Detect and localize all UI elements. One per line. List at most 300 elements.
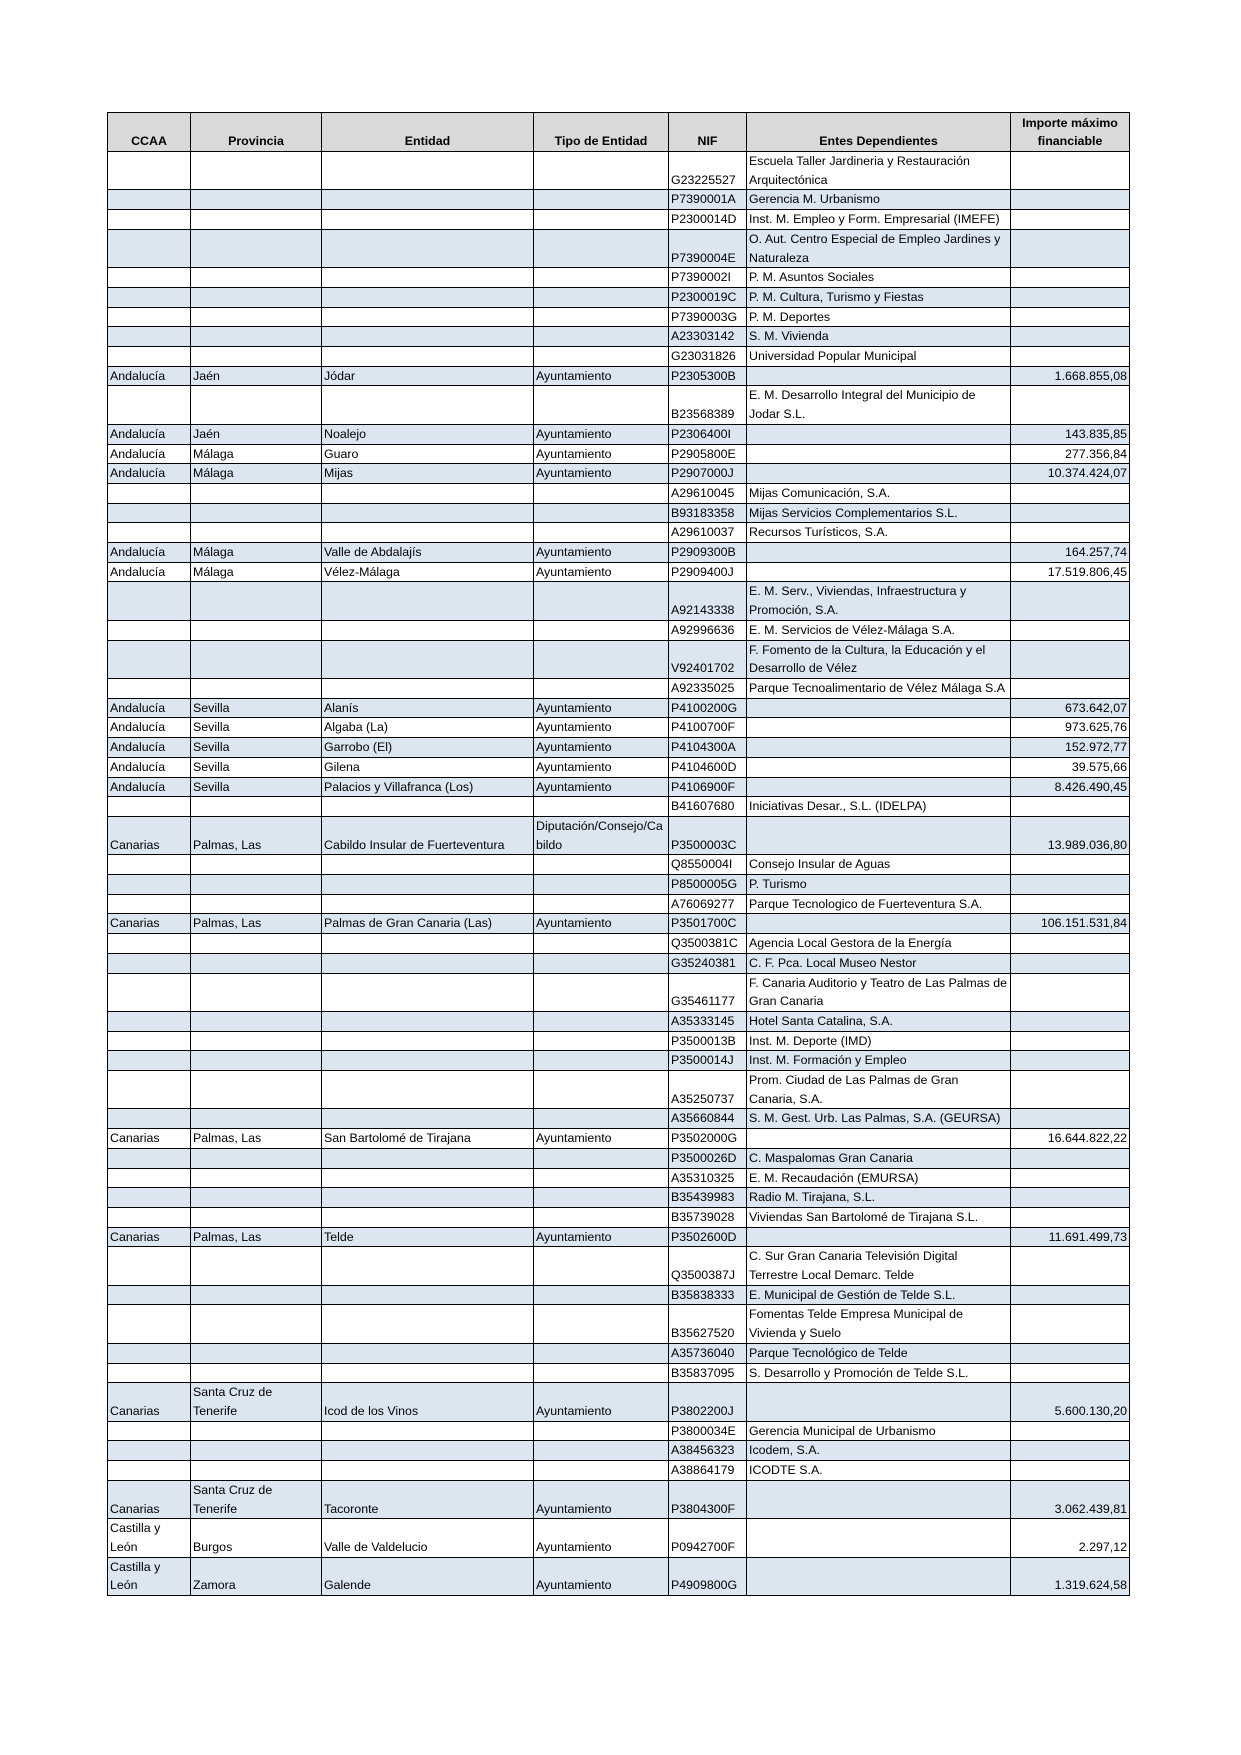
table-row <box>108 1247 1130 1285</box>
provincia-cell <box>191 1247 322 1285</box>
column-header-provincia: Provincia <box>191 113 322 152</box>
nif-cell: P2305300B <box>669 366 747 386</box>
table-row <box>108 229 1130 267</box>
entidad-cell: Vélez-Málaga <box>322 562 534 582</box>
tipo-cell <box>534 1031 669 1051</box>
entes-cell <box>747 816 1011 854</box>
entes-cell <box>747 698 1011 718</box>
ccaa-cell: Andalucía <box>108 424 191 444</box>
table-row <box>108 386 1130 424</box>
table-row <box>108 1227 1130 1247</box>
entes-cell: E. M. Servicios de Vélez-Málaga S.A. <box>747 620 1011 640</box>
header-row <box>108 113 1130 152</box>
table-row <box>108 1557 1130 1595</box>
provincia-cell: Palmas, Las <box>191 914 322 934</box>
provincia-cell <box>191 1285 322 1305</box>
importe-cell <box>1011 503 1130 523</box>
entidad-cell: Valle de Valdelucio <box>322 1519 534 1557</box>
ccaa-cell <box>108 483 191 503</box>
provincia-cell <box>191 1109 322 1129</box>
entes-cell: Hotel Santa Catalina, S.A. <box>747 1011 1011 1031</box>
provincia-cell <box>191 229 322 267</box>
ccaa-cell <box>108 152 191 190</box>
nif-cell: P2909400J <box>669 562 747 582</box>
provincia-cell <box>191 934 322 954</box>
importe-cell: 5.600.130,20 <box>1011 1383 1130 1421</box>
nif-cell: P3800034E <box>669 1421 747 1441</box>
tipo-cell <box>534 190 669 210</box>
ccaa-cell <box>108 327 191 347</box>
ccaa-cell <box>108 1305 191 1343</box>
entes-cell <box>747 1129 1011 1149</box>
ccaa-cell <box>108 1207 191 1227</box>
ccaa-cell: Andalucía <box>108 777 191 797</box>
table-row <box>108 543 1130 563</box>
entidad-cell: Noalejo <box>322 424 534 444</box>
tipo-cell: Ayuntamiento <box>534 1480 669 1518</box>
entes-cell: Icodem, S.A. <box>747 1441 1011 1461</box>
ccaa-cell: Andalucía <box>108 698 191 718</box>
tipo-cell <box>534 229 669 267</box>
entidad-cell <box>322 1188 534 1208</box>
tipo-cell <box>534 1168 669 1188</box>
table-row <box>108 640 1130 678</box>
importe-cell: 2.297,12 <box>1011 1519 1130 1557</box>
entidad-cell: Palmas de Gran Canaria (Las) <box>322 914 534 934</box>
nif-cell: A92335025 <box>669 678 747 698</box>
entes-cell: F. Fomento de la Cultura, la Educación y el Desarrollo de Vélez <box>747 640 1011 678</box>
tipo-cell <box>534 1461 669 1481</box>
table-row <box>108 1285 1130 1305</box>
provincia-cell <box>191 287 322 307</box>
table-row <box>108 973 1130 1011</box>
provincia-cell: Málaga <box>191 464 322 484</box>
provincia-cell <box>191 210 322 230</box>
entidad-cell <box>322 1109 534 1129</box>
nif-cell: P4104300A <box>669 738 747 758</box>
importe-cell: 152.972,77 <box>1011 738 1130 758</box>
entes-cell <box>747 777 1011 797</box>
ccaa-cell <box>108 953 191 973</box>
entes-cell: Universidad Popular Municipal <box>747 347 1011 367</box>
table-row <box>108 678 1130 698</box>
tipo-cell: Ayuntamiento <box>534 1557 669 1595</box>
table-row <box>108 268 1130 288</box>
entidad-cell <box>322 327 534 347</box>
nif-cell: A29610037 <box>669 523 747 543</box>
nif-cell: B93183358 <box>669 503 747 523</box>
tipo-cell <box>534 1305 669 1343</box>
nif-cell: P3500013B <box>669 1031 747 1051</box>
table-row <box>108 1188 1130 1208</box>
nif-cell: A35250737 <box>669 1071 747 1109</box>
ccaa-cell <box>108 1148 191 1168</box>
entidad-cell <box>322 503 534 523</box>
nif-cell: P7390001A <box>669 190 747 210</box>
entes-cell: Gerencia M. Urbanismo <box>747 190 1011 210</box>
nif-cell: P2905800E <box>669 444 747 464</box>
entidad-cell: Palacios y Villafranca (Los) <box>322 777 534 797</box>
nif-cell: P7390004E <box>669 229 747 267</box>
importe-cell <box>1011 1363 1130 1383</box>
importe-cell: 143.835,85 <box>1011 424 1130 444</box>
table-row <box>108 875 1130 895</box>
provincia-cell: Zamora <box>191 1557 322 1595</box>
entidad-cell: Alanís <box>322 698 534 718</box>
tipo-cell <box>534 953 669 973</box>
tipo-cell <box>534 640 669 678</box>
nif-cell: P0942700F <box>669 1519 747 1557</box>
provincia-cell <box>191 386 322 424</box>
tipo-cell <box>534 855 669 875</box>
nif-cell: P2909300B <box>669 543 747 563</box>
importe-cell <box>1011 894 1130 914</box>
entes-cell: Escuela Taller Jardineria y Restauración Arquitectónica <box>747 152 1011 190</box>
ccaa-cell <box>108 386 191 424</box>
entes-cell <box>747 914 1011 934</box>
ccaa-cell <box>108 1363 191 1383</box>
ccaa-cell <box>108 268 191 288</box>
nif-cell: A35333145 <box>669 1011 747 1031</box>
provincia-cell <box>191 1168 322 1188</box>
nif-cell: P7390003G <box>669 307 747 327</box>
provincia-cell <box>191 1051 322 1071</box>
tipo-cell: Ayuntamiento <box>534 698 669 718</box>
entes-cell <box>747 757 1011 777</box>
entidad-cell <box>322 640 534 678</box>
provincia-cell: Sevilla <box>191 698 322 718</box>
entes-cell: P. M. Deportes <box>747 307 1011 327</box>
entes-cell: E. M. Recaudación (EMURSA) <box>747 1168 1011 1188</box>
table-row <box>108 1207 1130 1227</box>
tipo-cell: Ayuntamiento <box>534 543 669 563</box>
table-row <box>108 1109 1130 1129</box>
provincia-cell: Málaga <box>191 543 322 563</box>
entidad-cell <box>322 855 534 875</box>
entes-cell: Recursos Turísticos, S.A. <box>747 523 1011 543</box>
ccaa-cell <box>108 1031 191 1051</box>
ccaa-cell <box>108 287 191 307</box>
entes-cell: Inst. M. Empleo y Form. Empresarial (IMEFE) <box>747 210 1011 230</box>
entes-cell: Consejo Insular de Aguas <box>747 855 1011 875</box>
table-row <box>108 816 1130 854</box>
ccaa-cell <box>108 210 191 230</box>
provincia-cell <box>191 190 322 210</box>
nif-cell: P3500026D <box>669 1148 747 1168</box>
entidad-cell <box>322 1168 534 1188</box>
nif-cell: P2907000J <box>669 464 747 484</box>
ccaa-cell <box>108 934 191 954</box>
ccaa-cell <box>108 875 191 895</box>
tipo-cell <box>534 307 669 327</box>
entes-cell: Gerencia Municipal de Urbanismo <box>747 1421 1011 1441</box>
provincia-cell: Málaga <box>191 562 322 582</box>
entes-cell: P. M. Cultura, Turismo y Fiestas <box>747 287 1011 307</box>
ccaa-cell <box>108 582 191 620</box>
provincia-cell <box>191 523 322 543</box>
importe-cell <box>1011 1461 1130 1481</box>
importe-cell: 10.374.424,07 <box>1011 464 1130 484</box>
nif-cell: A35310325 <box>669 1168 747 1188</box>
nif-cell: P4104600D <box>669 757 747 777</box>
ccaa-cell: Castilla y León <box>108 1519 191 1557</box>
entidad-cell <box>322 1363 534 1383</box>
entidad-cell <box>322 1305 534 1343</box>
importe-cell <box>1011 934 1130 954</box>
nif-cell: P7390002I <box>669 268 747 288</box>
tipo-cell <box>534 386 669 424</box>
table-row <box>108 1305 1130 1343</box>
entidad-cell <box>322 268 534 288</box>
nif-cell: P4909800G <box>669 1557 747 1595</box>
entidad-cell <box>322 1051 534 1071</box>
ccaa-cell <box>108 307 191 327</box>
tipo-cell: Ayuntamiento <box>534 718 669 738</box>
provincia-cell <box>191 1363 322 1383</box>
ccaa-cell <box>108 1109 191 1129</box>
table-row <box>108 464 1130 484</box>
nif-cell: P3502000G <box>669 1129 747 1149</box>
ccaa-cell <box>108 190 191 210</box>
importe-cell <box>1011 797 1130 817</box>
entes-cell <box>747 366 1011 386</box>
provincia-cell <box>191 1305 322 1343</box>
importe-cell: 973.625,76 <box>1011 718 1130 738</box>
importe-cell <box>1011 386 1130 424</box>
tipo-cell <box>534 875 669 895</box>
entidad-cell: Guaro <box>322 444 534 464</box>
importe-cell: 673.642,07 <box>1011 698 1130 718</box>
entidad-cell: Galende <box>322 1557 534 1595</box>
nif-cell: P3500003C <box>669 816 747 854</box>
provincia-cell: Palmas, Las <box>191 1227 322 1247</box>
tipo-cell <box>534 287 669 307</box>
tipo-cell <box>534 1441 669 1461</box>
provincia-cell <box>191 640 322 678</box>
ccaa-cell: Canarias <box>108 1129 191 1149</box>
importe-cell <box>1011 1051 1130 1071</box>
table-row <box>108 152 1130 190</box>
importe-cell <box>1011 1305 1130 1343</box>
entes-cell: E. M. Serv., Viviendas, Infraestructura y Promoción, S.A. <box>747 582 1011 620</box>
entidad-cell <box>322 287 534 307</box>
entes-cell: F. Canaria Auditorio y Teatro de Las Palmas de Gran Canaria <box>747 973 1011 1011</box>
provincia-cell: Jaén <box>191 424 322 444</box>
entidad-cell <box>322 190 534 210</box>
tipo-cell: Ayuntamiento <box>534 738 669 758</box>
importe-cell <box>1011 1247 1130 1285</box>
table-row <box>108 1031 1130 1051</box>
entes-cell <box>747 738 1011 758</box>
tipo-cell: Ayuntamiento <box>534 424 669 444</box>
ccaa-cell <box>108 523 191 543</box>
importe-cell <box>1011 953 1130 973</box>
tipo-cell <box>534 582 669 620</box>
importe-cell <box>1011 640 1130 678</box>
column-header-entidad: Entidad <box>322 113 534 152</box>
nif-cell: P2306400I <box>669 424 747 444</box>
entes-cell: Viviendas San Bartolomé de Tirajana S.L. <box>747 1207 1011 1227</box>
importe-cell <box>1011 1011 1130 1031</box>
table-row <box>108 210 1130 230</box>
ccaa-cell <box>108 640 191 678</box>
table-row <box>108 1129 1130 1149</box>
entidad-cell <box>322 1421 534 1441</box>
entes-cell: Iniciativas Desar., S.L. (IDELPA) <box>747 797 1011 817</box>
ccaa-cell: Andalucía <box>108 738 191 758</box>
table-row <box>108 894 1130 914</box>
provincia-cell: Santa Cruz de Tenerife <box>191 1383 322 1421</box>
table-row <box>108 934 1130 954</box>
entes-cell: C. F. Pca. Local Museo Nestor <box>747 953 1011 973</box>
tipo-cell: Ayuntamiento <box>534 914 669 934</box>
entidad-cell <box>322 1207 534 1227</box>
table-row <box>108 503 1130 523</box>
tipo-cell <box>534 503 669 523</box>
nif-cell: G23031826 <box>669 347 747 367</box>
provincia-cell: Santa Cruz de Tenerife <box>191 1480 322 1518</box>
column-header-ccaa: CCAA <box>108 113 191 152</box>
table-body <box>108 152 1130 1596</box>
entes-cell: Mijas Servicios Complementarios S.L. <box>747 503 1011 523</box>
table-row <box>108 718 1130 738</box>
provincia-cell <box>191 152 322 190</box>
table-row <box>108 190 1130 210</box>
entidad-cell: Gilena <box>322 757 534 777</box>
provincia-cell <box>191 797 322 817</box>
provincia-cell <box>191 1148 322 1168</box>
nif-cell: B35439983 <box>669 1188 747 1208</box>
tipo-cell <box>534 1148 669 1168</box>
nif-cell: A38864179 <box>669 1461 747 1481</box>
entes-cell <box>747 1227 1011 1247</box>
nif-cell: P3804300F <box>669 1480 747 1518</box>
entes-cell: E. M. Desarrollo Integral del Municipio de Jodar S.L. <box>747 386 1011 424</box>
importe-cell: 16.644.822,22 <box>1011 1129 1130 1149</box>
tipo-cell <box>534 1071 669 1109</box>
provincia-cell <box>191 503 322 523</box>
entidad-cell: Cabildo Insular de Fuerteventura <box>322 816 534 854</box>
nif-cell: A23303142 <box>669 327 747 347</box>
ccaa-cell <box>108 1188 191 1208</box>
provincia-cell: Palmas, Las <box>191 816 322 854</box>
ccaa-cell <box>108 1285 191 1305</box>
entidad-cell <box>322 620 534 640</box>
importe-cell <box>1011 268 1130 288</box>
tipo-cell: Diputación/Consejo/Cabildo <box>534 816 669 854</box>
entes-cell: Fomentas Telde Empresa Municipal de Vivienda y Suelo <box>747 1305 1011 1343</box>
provincia-cell <box>191 483 322 503</box>
entes-cell: Agencia Local Gestora de la Energía <box>747 934 1011 954</box>
importe-cell <box>1011 1109 1130 1129</box>
provincia-cell <box>191 1071 322 1109</box>
tipo-cell <box>534 1285 669 1305</box>
tipo-cell: Ayuntamiento <box>534 562 669 582</box>
entidad-cell <box>322 152 534 190</box>
table-row <box>108 1168 1130 1188</box>
entidad-cell: Algaba (La) <box>322 718 534 738</box>
nif-cell: B35627520 <box>669 1305 747 1343</box>
provincia-cell <box>191 1343 322 1363</box>
entes-cell: Parque Tecnológico de Telde <box>747 1343 1011 1363</box>
importe-cell <box>1011 210 1130 230</box>
tipo-cell: Ayuntamiento <box>534 1383 669 1421</box>
importe-cell <box>1011 307 1130 327</box>
entidad-cell <box>322 483 534 503</box>
table-row <box>108 1071 1130 1109</box>
nif-cell: P8500005G <box>669 875 747 895</box>
ccaa-cell: Castilla y León <box>108 1557 191 1595</box>
importe-cell <box>1011 523 1130 543</box>
tipo-cell: Ayuntamiento <box>534 757 669 777</box>
tipo-cell <box>534 973 669 1011</box>
provincia-cell <box>191 307 322 327</box>
entidad-cell <box>322 386 534 424</box>
tipo-cell <box>534 934 669 954</box>
ccaa-cell <box>108 797 191 817</box>
entidad-cell <box>322 973 534 1011</box>
table-row <box>108 1051 1130 1071</box>
importe-cell <box>1011 229 1130 267</box>
table-row <box>108 562 1130 582</box>
entes-cell: C. Sur Gran Canaria Televisión Digital Terrestre Local Demarc. Telde <box>747 1247 1011 1285</box>
ccaa-cell <box>108 503 191 523</box>
nif-cell: P3501700C <box>669 914 747 934</box>
provincia-cell <box>191 855 322 875</box>
nif-cell: Q8550004I <box>669 855 747 875</box>
provincia-cell <box>191 1207 322 1227</box>
table-row <box>108 777 1130 797</box>
entes-cell: Inst. M. Deporte (IMD) <box>747 1031 1011 1051</box>
nif-cell: Q3500381C <box>669 934 747 954</box>
provincia-cell <box>191 1461 322 1481</box>
importe-cell <box>1011 855 1130 875</box>
entidad-cell <box>322 582 534 620</box>
nif-cell: P2300019C <box>669 287 747 307</box>
nif-cell: A35660844 <box>669 1109 747 1129</box>
table-row <box>108 1383 1130 1421</box>
entidad-cell: San Bartolomé de Tirajana <box>322 1129 534 1149</box>
tipo-cell <box>534 797 669 817</box>
entidad-cell <box>322 894 534 914</box>
provincia-cell <box>191 875 322 895</box>
nif-cell: P4106900F <box>669 777 747 797</box>
entidad-cell: Valle de Abdalajís <box>322 543 534 563</box>
importe-cell <box>1011 678 1130 698</box>
table-row <box>108 483 1130 503</box>
importe-cell <box>1011 1441 1130 1461</box>
importe-cell: 8.426.490,45 <box>1011 777 1130 797</box>
ccaa-cell <box>108 1168 191 1188</box>
ccaa-cell <box>108 1441 191 1461</box>
provincia-cell <box>191 1441 322 1461</box>
nif-cell: P4100700F <box>669 718 747 738</box>
table-row <box>108 738 1130 758</box>
tipo-cell <box>534 1247 669 1285</box>
entidad-cell <box>322 210 534 230</box>
ccaa-cell: Andalucía <box>108 444 191 464</box>
provincia-cell <box>191 953 322 973</box>
tipo-cell <box>534 483 669 503</box>
tipo-cell <box>534 1188 669 1208</box>
entidad-cell <box>322 1071 534 1109</box>
tipo-cell: Ayuntamiento <box>534 1519 669 1557</box>
tipo-cell: Ayuntamiento <box>534 1227 669 1247</box>
importe-cell <box>1011 483 1130 503</box>
table-row <box>108 1148 1130 1168</box>
entidad-cell: Mijas <box>322 464 534 484</box>
entes-cell <box>747 1480 1011 1518</box>
